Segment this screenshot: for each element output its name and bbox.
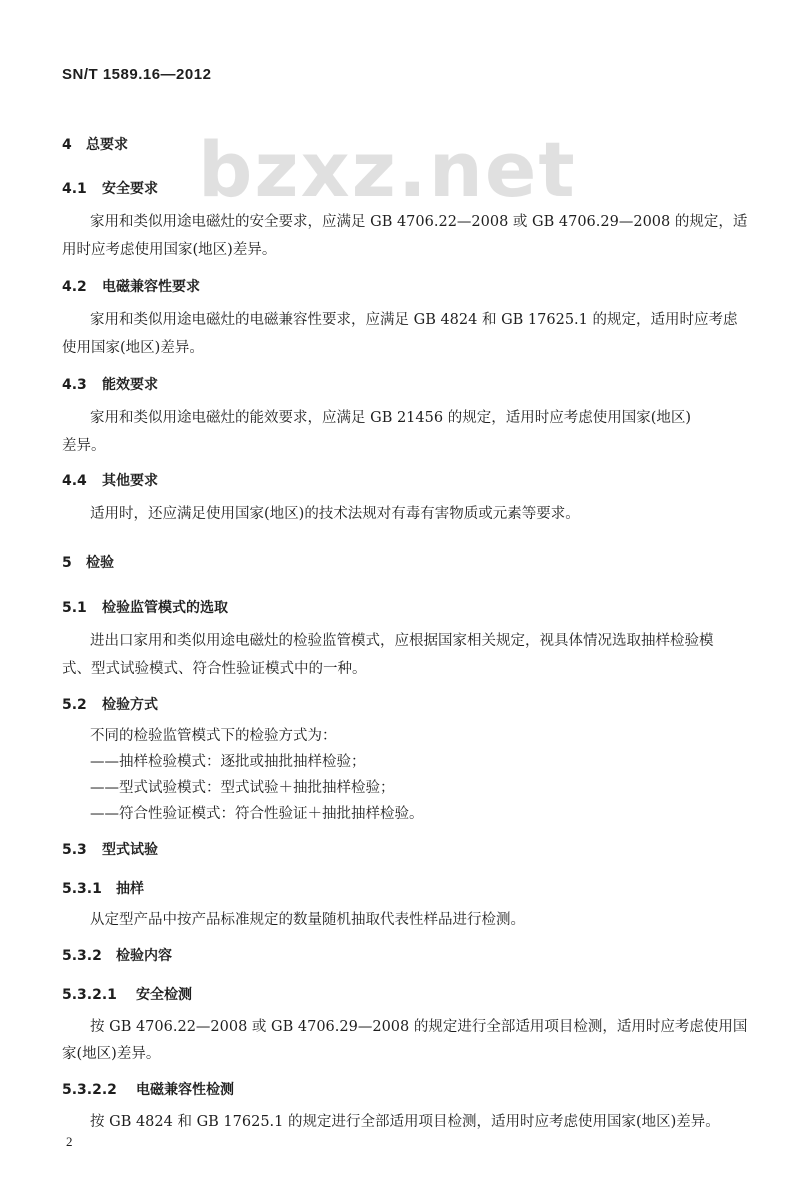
page-number: 2 [66, 1134, 73, 1149]
section-number: 5.3.2.2 [62, 1082, 117, 1098]
section-title: 检验监管模式的选取 [102, 600, 228, 616]
section-5-3-1-heading [62, 878, 144, 898]
watermark: bzxz.net [198, 125, 577, 214]
list-item: ——型式试验模式：型式试验＋抽批抽样检验； [90, 780, 395, 796]
section-number: 5.3 [62, 842, 87, 858]
section-title: 检验 [86, 555, 114, 571]
section-number: 4 [62, 137, 72, 153]
paragraph-line: 用时应考虑使用国家(地区)差异。 [62, 242, 277, 258]
section-5-2-heading [62, 694, 158, 714]
section-title: 总要求 [86, 137, 128, 153]
section-4-heading [62, 134, 128, 154]
section-5-3-heading [62, 839, 158, 859]
section-4-3-heading [62, 374, 158, 394]
section-title: 安全检测 [136, 987, 192, 1003]
section-number: 4.2 [62, 279, 87, 295]
document-code: SN/T 1589.16—2012 [62, 66, 212, 83]
paragraph-line: 使用国家(地区)差异。 [62, 340, 204, 356]
section-title: 检验方式 [102, 697, 158, 713]
section-title: 安全要求 [102, 181, 158, 197]
paragraph-line: 不同的检验监管模式下的检验方式为： [90, 728, 337, 744]
section-title: 其他要求 [102, 473, 158, 489]
section-title: 能效要求 [102, 377, 158, 393]
list-item: ——符合性验证模式：符合性验证＋抽批抽样检验。 [90, 806, 424, 822]
paragraph-line: 家用和类似用途电磁灶的电磁兼容性要求，应满足 GB 4824 和 GB 17625.1 的规定，适用时应考虑 [90, 312, 738, 328]
section-5-3-2-heading [62, 945, 172, 965]
section-5-3-2-2-heading [62, 1079, 234, 1099]
paragraph-line: 按 GB 4706.22—2008 或 GB 4706.29—2008 的规定进行全部适用项目检测，适用时应考虑使用国 [90, 1019, 748, 1035]
section-4-2-heading [62, 276, 200, 296]
paragraph-line: 按 GB 4824 和 GB 17625.1 的规定进行全部适用项目检测，适用时应考虑使用国家(地区)差异。 [90, 1114, 720, 1130]
section-number: 4.1 [62, 181, 87, 197]
section-5-1-heading [62, 597, 228, 617]
section-number: 5.3.1 [62, 881, 102, 897]
section-number: 5 [62, 555, 72, 571]
paragraph-line: 适用时，还应满足使用国家(地区)的技术法规对有毒有害物质或元素等要求。 [90, 506, 580, 522]
section-number: 5.3.2.1 [62, 987, 117, 1003]
paragraph-line: 家用和类似用途电磁灶的能效要求，应满足 GB 21456 的规定，适用时应考虑使用国家(地区) [90, 410, 692, 426]
paragraph-line: 差异。 [62, 438, 106, 454]
paragraph-line: 式、型式试验模式、符合性验证模式中的一种。 [62, 661, 367, 677]
list-item: ——抽样检验模式：逐批或抽批抽样检验； [90, 754, 366, 770]
section-number: 4.3 [62, 377, 87, 393]
section-title: 抽样 [116, 881, 144, 897]
paragraph-line: 家用和类似用途电磁灶的安全要求，应满足 GB 4706.22—2008 或 GB 4706.29—2008 的规定，适 [90, 214, 748, 230]
section-title: 型式试验 [102, 842, 158, 858]
section-number: 5.3.2 [62, 948, 102, 964]
section-title: 检验内容 [116, 948, 172, 964]
section-number: 5.1 [62, 600, 87, 616]
paragraph-line: 家(地区)差异。 [62, 1046, 161, 1062]
section-title: 电磁兼容性检测 [136, 1082, 234, 1098]
section-4-4-heading [62, 470, 158, 490]
section-number: 4.4 [62, 473, 87, 489]
section-5-3-2-1-heading [62, 984, 192, 1004]
paragraph-line: 从定型产品中按产品标准规定的数量随机抽取代表性样品进行检测。 [90, 912, 525, 928]
section-title: 电磁兼容性要求 [102, 279, 200, 295]
section-number: 5.2 [62, 697, 87, 713]
paragraph-line: 进出口家用和类似用途电磁灶的检验监管模式，应根据国家相关规定，视具体情况选取抽样检验模 [90, 633, 714, 649]
section-4-1-heading [62, 178, 158, 198]
section-5-heading [62, 552, 114, 572]
